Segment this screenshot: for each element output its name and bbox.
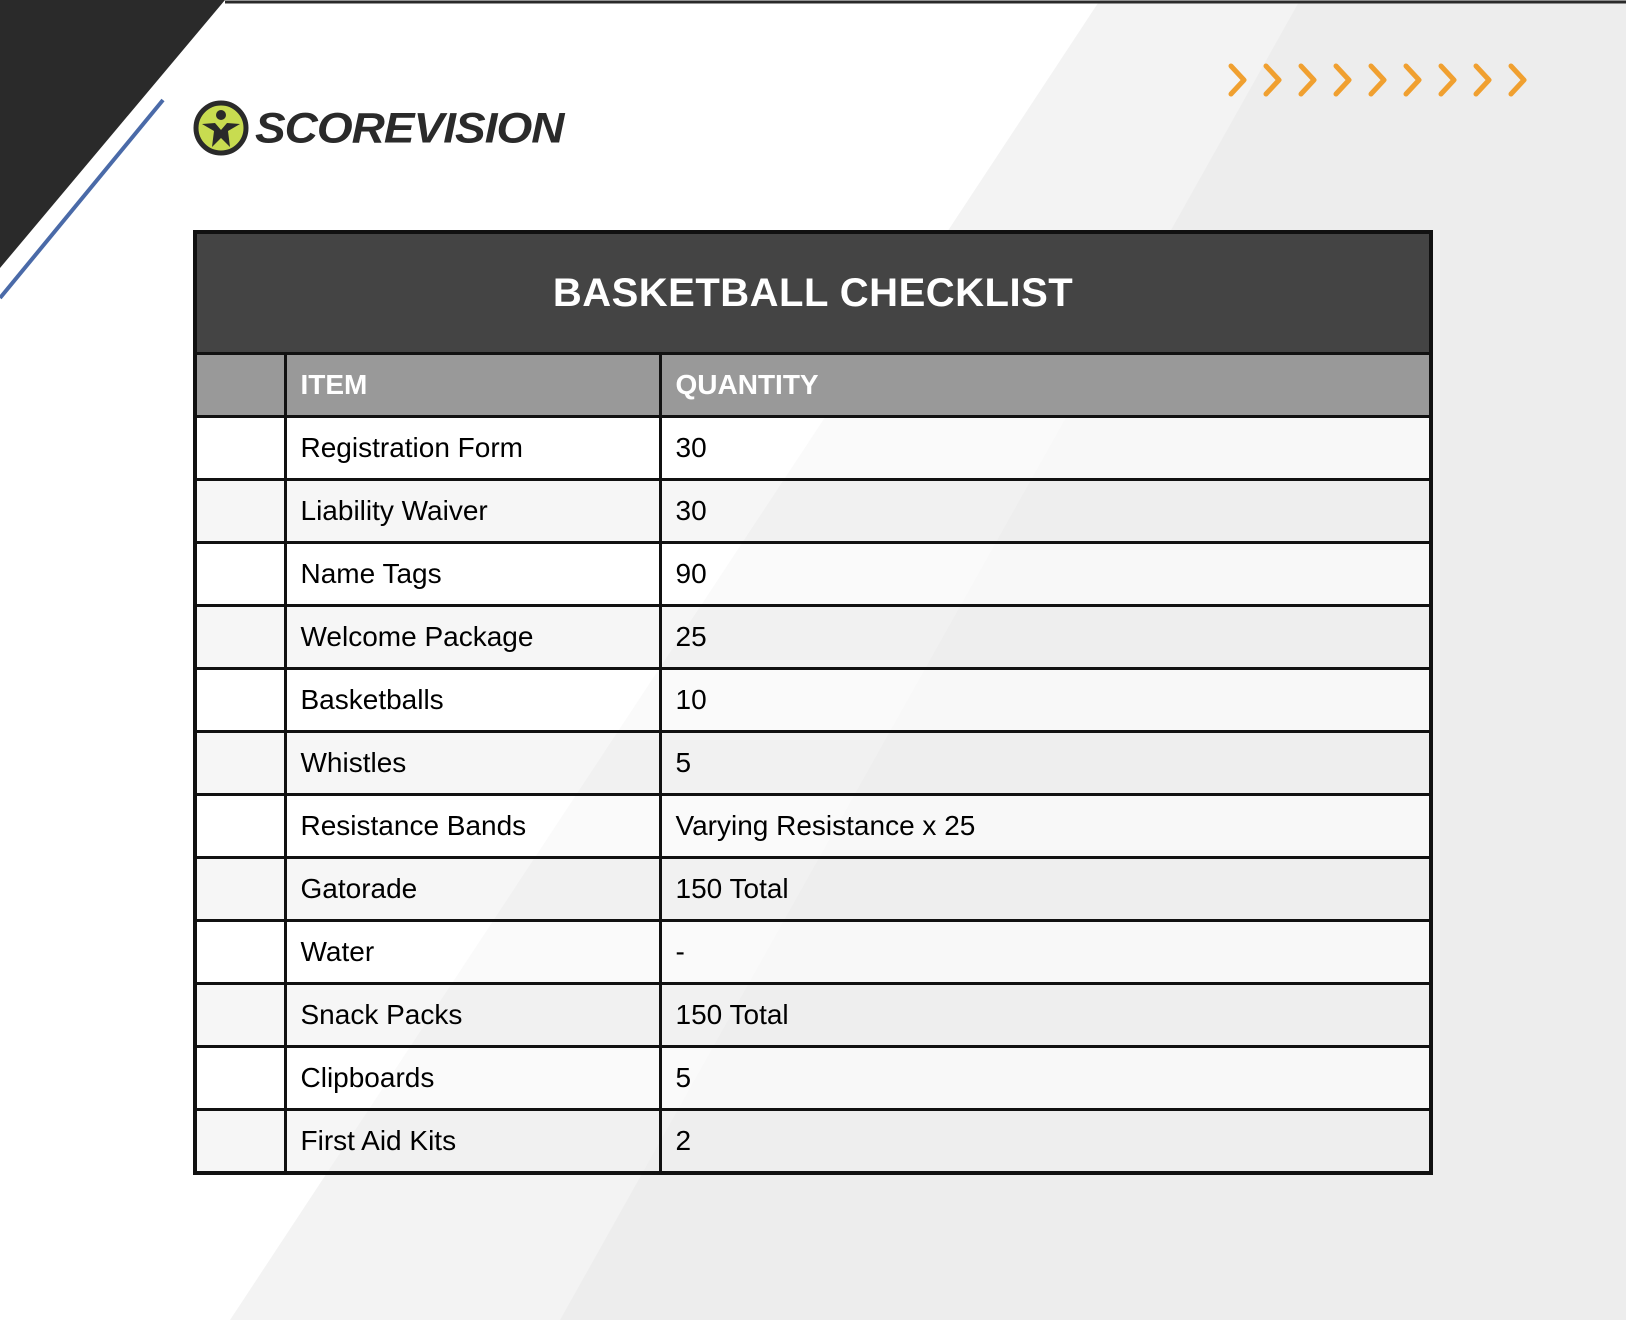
table-row bbox=[195, 1110, 1431, 1174]
chevron-right-icon bbox=[1507, 62, 1542, 98]
chevron-right-icon bbox=[1332, 62, 1367, 98]
chevron-right-icon bbox=[1262, 62, 1297, 98]
column-header-row bbox=[195, 354, 1431, 417]
table-row bbox=[195, 1047, 1431, 1110]
quantity-cell: 150 Total bbox=[660, 984, 1431, 1047]
check-cell[interactable] bbox=[195, 480, 285, 543]
item-cell: Resistance Bands bbox=[285, 795, 660, 858]
check-cell[interactable] bbox=[195, 1110, 285, 1174]
table-row bbox=[195, 795, 1431, 858]
chevron-right-icon bbox=[1367, 62, 1402, 98]
chevron-right-icon bbox=[1297, 62, 1332, 98]
item-cell: Water bbox=[285, 921, 660, 984]
check-cell[interactable] bbox=[195, 417, 285, 480]
item-cell: Liability Waiver bbox=[285, 480, 660, 543]
quantity-cell: 2 bbox=[660, 1110, 1431, 1174]
check-cell[interactable] bbox=[195, 669, 285, 732]
table-row bbox=[195, 732, 1431, 795]
table-row bbox=[195, 480, 1431, 543]
chevron-right-icon bbox=[1227, 62, 1262, 98]
check-cell[interactable] bbox=[195, 543, 285, 606]
item-cell: Registration Form bbox=[285, 417, 660, 480]
quantity-cell: 25 bbox=[660, 606, 1431, 669]
chevron-right-icon bbox=[1472, 62, 1507, 98]
basketball-checklist-table bbox=[193, 230, 1433, 1175]
check-cell[interactable] bbox=[195, 732, 285, 795]
check-cell[interactable] bbox=[195, 606, 285, 669]
item-cell: Clipboards bbox=[285, 1047, 660, 1110]
check-cell[interactable] bbox=[195, 921, 285, 984]
table-row bbox=[195, 417, 1431, 480]
check-cell[interactable] bbox=[195, 1047, 285, 1110]
table-row bbox=[195, 606, 1431, 669]
item-column-header: ITEM bbox=[285, 354, 660, 417]
item-cell: Whistles bbox=[285, 732, 660, 795]
item-cell: Name Tags bbox=[285, 543, 660, 606]
quantity-cell: 30 bbox=[660, 480, 1431, 543]
quantity-cell: 90 bbox=[660, 543, 1431, 606]
scorevision-logo-icon bbox=[193, 100, 249, 156]
checklist-title: BASKETBALL CHECKLIST bbox=[195, 232, 1431, 354]
quantity-cell: 150 Total bbox=[660, 858, 1431, 921]
brand-logo bbox=[193, 100, 564, 156]
item-cell: First Aid Kits bbox=[285, 1110, 660, 1174]
check-cell[interactable] bbox=[195, 795, 285, 858]
chevron-right-icon bbox=[1402, 62, 1437, 98]
quantity-cell: 5 bbox=[660, 1047, 1431, 1110]
check-cell[interactable] bbox=[195, 858, 285, 921]
quantity-cell: - bbox=[660, 921, 1431, 984]
table-row bbox=[195, 984, 1431, 1047]
item-cell: Welcome Package bbox=[285, 606, 660, 669]
table-row bbox=[195, 858, 1431, 921]
table-row bbox=[195, 543, 1431, 606]
quantity-cell: Varying Resistance x 25 bbox=[660, 795, 1431, 858]
table-row bbox=[195, 669, 1431, 732]
brand-name: SCOREVISION bbox=[255, 104, 564, 152]
item-cell: Basketballs bbox=[285, 669, 660, 732]
chevron-right-icon bbox=[1437, 62, 1472, 98]
checkbox-column-header bbox=[195, 354, 285, 417]
table-row bbox=[195, 921, 1431, 984]
item-cell: Gatorade bbox=[285, 858, 660, 921]
check-cell[interactable] bbox=[195, 984, 285, 1047]
quantity-cell: 30 bbox=[660, 417, 1431, 480]
quantity-cell: 10 bbox=[660, 669, 1431, 732]
quantity-cell: 5 bbox=[660, 732, 1431, 795]
item-cell: Snack Packs bbox=[285, 984, 660, 1047]
decorative-chevrons bbox=[1227, 62, 1542, 98]
quantity-column-header: QUANTITY bbox=[660, 354, 1431, 417]
